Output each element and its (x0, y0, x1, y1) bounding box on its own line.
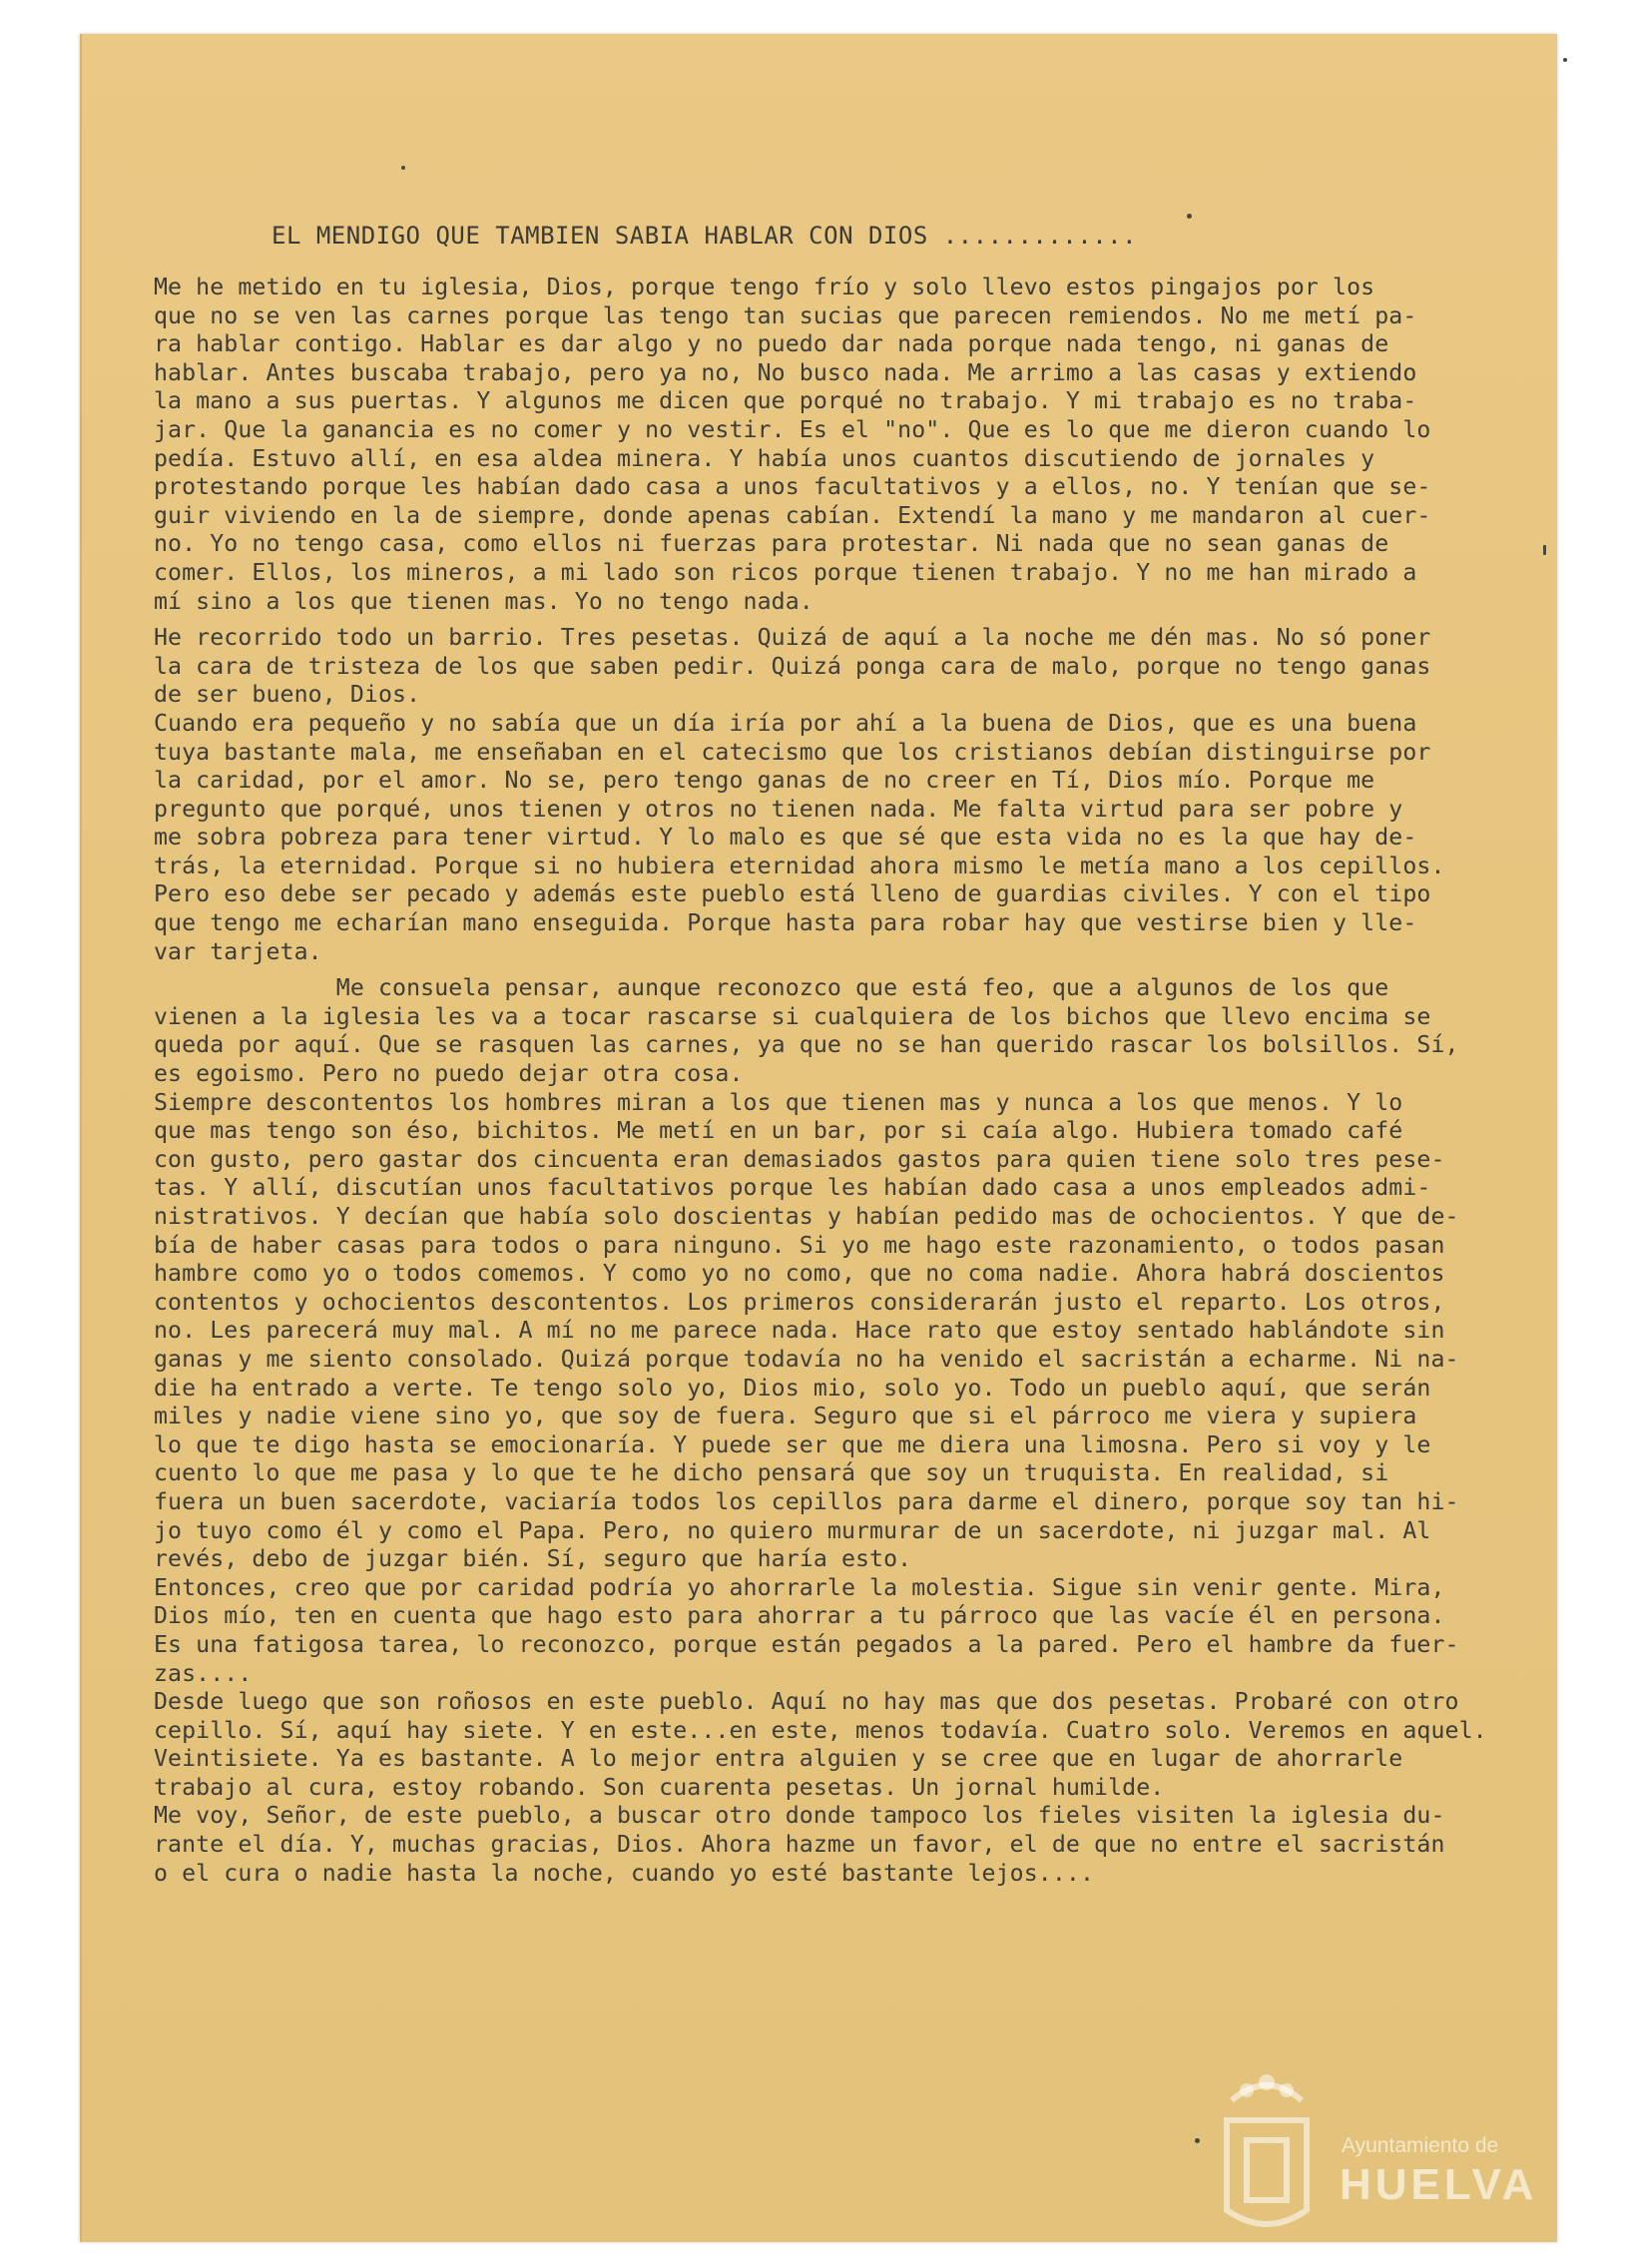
text-line: tuya bastante mala, me enseñaban en el catecismo que los cristianos debían distinguirse por (154, 738, 1431, 766)
text-line: He recorrido todo un barrio. Tres pesetas. Quizá de aquí a la noche me dén mas. No só poner (154, 624, 1431, 652)
paragraph-gap (154, 966, 1471, 974)
text-line: la mano a sus puertas. Y algunos me dicen que porqué no trabajo. Y mi trabajo es no traba- (154, 387, 1417, 415)
ink-speck (1543, 545, 1546, 555)
text-line: jar. Que la ganancia es no comer y no vestir. Es el "no". Que es lo que me dieron cuando lo (154, 415, 1431, 443)
text-line: rante el día. Y, muchas gracias, Dios. Ahora hazme un favor, el de que no entre el sacristán (154, 1831, 1445, 1859)
text-line: nistrativos. Y decían que había solo doscientas y habían pedido mas de ochocientos. Y que de- (154, 1203, 1459, 1230)
text-line: pedía. Estuvo allí, en esa aldea minera. Y había unos cuantos discutiendo de jornales y (154, 444, 1375, 472)
text-line: cepillo. Sí, aquí hay siete. Y en este...en este, menos todavía. Cuatro solo. Veremos en aquel. (154, 1716, 1487, 1744)
text-line: guir viviendo en la de siempre, donde apenas cabían. Extendí la mano y me mandaron al cuer- (154, 501, 1431, 529)
text-line: Dios mío, ten en cuenta que hago esto para ahorrar a tu párroco que las vacíe él en persona. (154, 1602, 1445, 1630)
text-line: es egoismo. Pero no puedo dejar otra cosa. (154, 1060, 744, 1088)
text-line: Me voy, Señor, de este pueblo, a buscar otro donde tampoco los fieles visiten la iglesia du- (154, 1802, 1445, 1830)
ink-speck (401, 166, 405, 170)
text-line: lo que te digo hasta se emocionaría. Y puede ser que me diera una limosna. Pero si voy y le (154, 1430, 1431, 1458)
text-line: tas. Y allí, discutían unos facultativos porque les habían dado casa a unos empleados admi- (154, 1174, 1431, 1202)
text-line: hablar. Antes buscaba trabajo, pero ya no, No busco nada. Me arrimo a las casas y extiendo (154, 358, 1417, 386)
watermark-line1: Ayuntamiento de (1342, 2134, 1499, 2157)
text-line: var tarjeta. (154, 937, 322, 965)
text-line: Es una fatigosa tarea, lo reconozco, porque están pegados a la pared. Pero el hambre da fuer- (154, 1630, 1459, 1658)
text-line: la cara de tristeza de los que saben pedir. Quizá ponga cara de malo, porque no tengo ganas (154, 652, 1431, 680)
text-line: miles y nadie viene sino yo, que soy de fuera. Seguro que si el párroco me viera y supiera (154, 1403, 1417, 1430)
text-line: jo tuyo como él y como el Papa. Pero, no quiero murmurar de un sacerdote, ni juzgar mal. Al (154, 1516, 1431, 1544)
text-line: Me he metido en tu iglesia, Dios, porque tengo frío y solo llevo estos pingajos por los (154, 274, 1375, 300)
text-line: Entonces, creo que por caridad podría yo ahorrarle la molestia. Sigue sin venir gente. Mira, (154, 1573, 1445, 1601)
text-line: fuera un buen sacerdote, vaciaría todos los cepillos para darme el dinero, porque soy tan hi- (154, 1487, 1459, 1515)
document-title: EL MENDIGO QUE TAMBIEN SABIA HABLAR CON DIOS ............. (271, 222, 1138, 250)
text-line: ra hablar contigo. Hablar es dar algo y no puedo dar nada porque nada tengo, ni ganas de (154, 330, 1389, 358)
text-line: protestando porque les habían dado casa a unos facultativos y a ellos, no. Y tenían que se- (154, 473, 1431, 501)
text-line: zas.... (154, 1659, 253, 1687)
text-line: Pero eso debe ser pecado y además este pueblo está lleno de guardias civiles. Y con el tipo (154, 880, 1431, 908)
text-line: queda por aquí. Que se rasquen las carnes, ya que no se han querido rascar los bolsillos. Sí, (154, 1031, 1459, 1059)
text-line: revés, debo de juzgar bién. Sí, seguro que haría esto. (154, 1545, 912, 1573)
text-line: no. Les parecerá muy mal. A mí no me parece nada. Hace rato que estoy sentado hablándote sin (154, 1317, 1445, 1345)
text-line: bía de haber casas para todos o para ninguno. Si yo me hago este razonamiento, o todos pasan (154, 1231, 1445, 1259)
ink-speck (1563, 58, 1567, 62)
text-line: que no se ven las carnes porque las tengo tan sucias que parecen remiendos. No me metí pa- (154, 301, 1417, 329)
text-line: contentos y ochocientos descontentos. Los primeros considerarán justo el reparto. Los otros, (154, 1288, 1445, 1316)
text-line: con gusto, pero gastar dos cincuenta eran demasiados gastos para quien tiene solo tres pese- (154, 1145, 1445, 1173)
text-line: Veintisiete. Ya es bastante. A lo mejor entra alguien y se cree que en lugar de ahorrarle (154, 1745, 1403, 1773)
text-line: no. Yo no tengo casa, como ellos ni fuerzas para protestar. Ni nada que no sean ganas de (154, 530, 1389, 558)
paragraph-gap (154, 616, 1471, 624)
ayuntamiento-huelva-watermark (1212, 2060, 1538, 2250)
text-line: cuento lo que me pasa y lo que te he dicho pensará que soy un truquista. En realidad, si (154, 1459, 1389, 1487)
text-line: mí sino a los que tienen mas. Yo no tengo nada. (154, 587, 813, 615)
text-line: que mas tengo son éso, bichitos. Me metí en un bar, por si caía algo. Hubiera tomado café (154, 1117, 1403, 1145)
text-line: Cuando era pequeño y no sabía que un día iría por ahí a la buena de Dios, que es una buena (154, 709, 1417, 737)
ink-speck (1187, 214, 1192, 219)
text-line: trabajo al cura, estoy robando. Son cuarenta pesetas. Un jornal humilde. (154, 1773, 1165, 1801)
text-line: Siempre descontentos los hombres miran a los que tienen mas y nunca a los que menos. Y lo (154, 1088, 1403, 1116)
text-line: o el cura o nadie hasta la noche, cuando yo esté bastante lejos.... (154, 1859, 1095, 1887)
text-line: Me consuela pensar, aunque reconozco que está feo, que a algunos de los que (154, 974, 1389, 1002)
document-body (154, 274, 1487, 1888)
text-line: die ha entrado a verte. Te tengo solo yo, Dios mio, solo yo. Todo un pueblo aquí, que serán (154, 1374, 1431, 1402)
text-line: ganas y me siento consolado. Quizá porque todavía no ha venido el sacristán a echarme. Ni na- (154, 1345, 1459, 1373)
text-line: me sobra pobreza para tener virtud. Y lo malo es que sé que esta vida no es la que hay de- (154, 824, 1417, 851)
text-line: de ser bueno, Dios. (154, 681, 421, 709)
text-line: comer. Ellos, los mineros, a mi lado son ricos porque tienen trabajo. Y no me han mirado a (154, 558, 1417, 586)
text-line: la caridad, por el amor. No se, pero tengo ganas de no creer en Tí, Dios mío. Porque me (154, 767, 1375, 795)
text-line: Desde luego que son roñosos en este pueblo. Aquí no hay mas que dos pesetas. Probaré con otro (154, 1688, 1459, 1716)
coat-of-arms-icon (1212, 2060, 1322, 2240)
text-line: trás, la eternidad. Porque si no hubiera eternidad ahora mismo le metía mano a los cepillos. (154, 851, 1445, 879)
text-line: pregunto que porqué, unos tienen y otros no tienen nada. Me falta virtud para ser pobre y (154, 795, 1403, 823)
watermark-line2: HUELVA (1340, 2160, 1538, 2209)
text-line: que tengo me echarían mano enseguida. Porque hasta para robar hay que vestirse bien y lle- (154, 909, 1417, 937)
ink-speck (1195, 2138, 1200, 2143)
text-line: hambre como yo o todos comemos. Y como yo no como, que no coma nadie. Ahora habrá doscientos (154, 1260, 1445, 1288)
text-line: vienen a la iglesia les va a tocar rascarse si cualquiera de los bichos que llevo encima se (154, 1002, 1431, 1030)
